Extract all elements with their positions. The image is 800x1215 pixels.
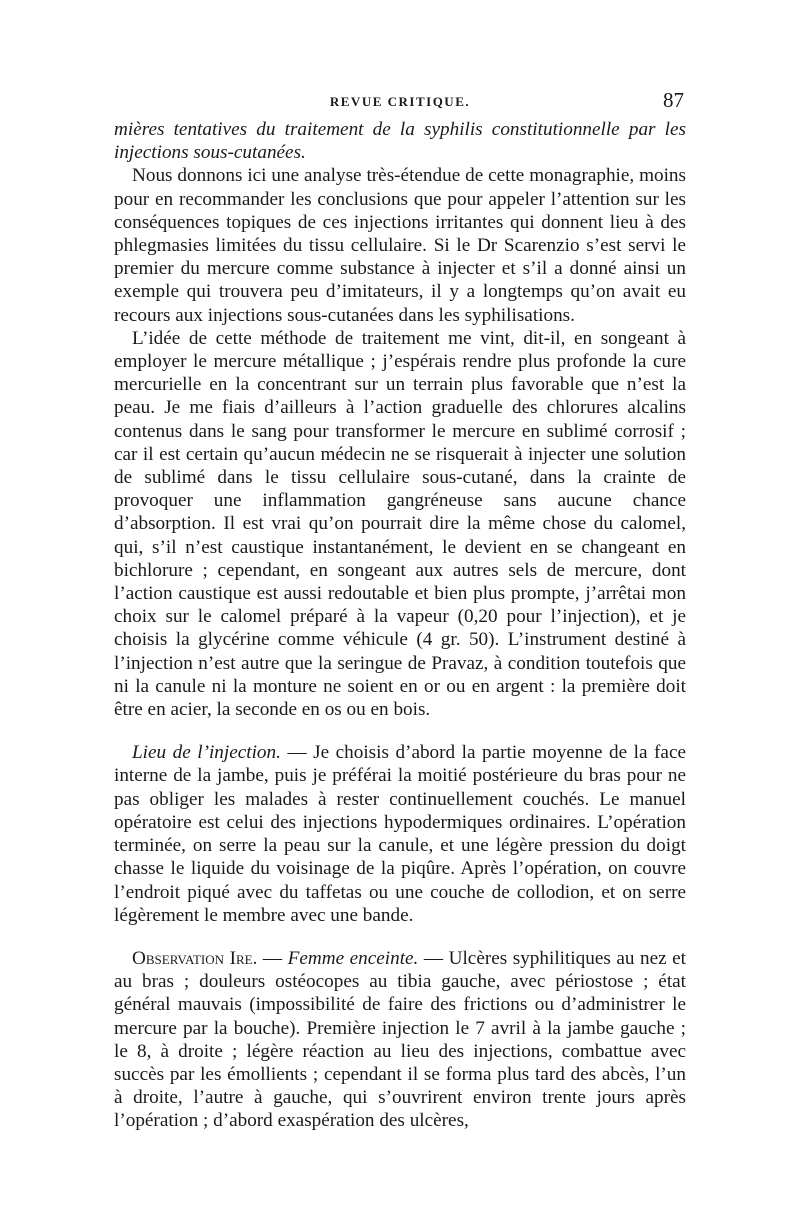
body-text bbox=[114, 118, 686, 1133]
page bbox=[114, 88, 686, 1133]
running-title: REVUE CRITIQUE. bbox=[329, 94, 471, 109]
section-heading-injection-site: Lieu de l’injection. bbox=[132, 742, 281, 764]
paragraph-observation: Observation Ire. — Femme enceinte. — Ulcères syphilitiques au nez et au bras ; douleurs ostéocopes au tibia gauche, avec périostose ; état général mauvais (impossibilité de faire des frictions ou d’administrer le mercure par la bouche). Première injection le 7 avril à la jambe gauche ; le 8, à droite ; légère réaction au lieu des injections, combattue avec succès par les émollients ; cependant il se forma plus tard des abcès, l’un à droite, l’autre à gauche, qui s’ouvrirent environ trente jours après l’opération ; d’abord exaspération des ulcères, bbox=[114, 947, 686, 1132]
paragraph-analysis: Nous donnons ici une analyse très-étendue de cette monagraphie, moins pour en recommander les conclusions que pour appeler l’attention sur les conséquences topiques de ces injections irritantes qui donnent lieu à des phlegmasies limitées du tissu cellulaire. Si le Dr Scarenzio s’est servi le premier du mercure comme substance à injecter et s’il a donné ainsi un exemple qui trouvera peu d’imitateurs, il y a longtemps qu’on avait eu recours aux injections sous-cutanées dans les syphilisations. bbox=[114, 165, 686, 326]
observation-label: Observation Ire. bbox=[132, 947, 258, 969]
paragraph-method: L’idée de cette méthode de traitement me vint, dit-il, en songeant à employer le mercure métallique ; j’espérais rendre plus profonde la cure mercurielle en la concentrant sur un terrain plus favorable que n’est la peau. Je me fiais d’ailleurs à l’action graduelle des chlorures alcalins contenus dans le sang pour transformer le mercure en sublimé corrosif ; car il est certain qu’aucun médecin ne se risquerait à injecter une solution de sublimé dans le tissu cellulaire sous-cutané, dans la crainte de provoquer une inflammation gangréneuse sans aucune chance d’absorption. Il est vrai qu’on pourrait dire la même chose du calomel, qui, s’il n’est caustique instantanément, le devient en se changeant en bichlorure ; cependant, en songeant aux autres sels de mercure, dont l’action caustique est aussi redoutable et bien plus prompte, j’arrêtai mon choix sur le calomel préparé à la vapeur (0,20 pour l’injection), et je choisis la glycérine comme véhicule (4 gr. 50). L’instrument destiné à l’injection n’est autre que la seringue de Pravaz, à condition toutefois que ni la canule ni la monture ne soient en or ou en argent : la première doit être en acier, la seconde en os ou en bois. bbox=[114, 327, 686, 721]
page-number: 87 bbox=[663, 88, 684, 112]
paragraph-injection-site-text: — Je choisis d’abord la partie moyenne de la face interne de la jambe, puis je préférai la moitié postérieure du bras pour ne pas obliger les malades à rester continuellement couchés. Le manuel opératoire est celui des injections hypodermiques ordinaires. L’opération terminée, on serre la peau sur la canule, et une légère pression du doigt chasse le liquide du voisinage de la piqûre. Après l’opération, on couvre l’endroit piqué avec du taffetas ou une couche de collodion, et on serre légèrement le membre avec une bande. bbox=[114, 742, 686, 926]
running-head bbox=[114, 88, 686, 118]
paragraph-observation-text: — Ulcères syphilitiques au nez et au bras ; douleurs ostéocopes au tibia gauche, avec périostose ; état général mauvais (impossibilité de faire des frictions ou d’administrer le mercure par la bouche). Première injection le 7 avril à la jambe gauche ; le 8, à droite ; légère réaction au lieu des injections, combattue avec succès par les émollients ; cependant il se forma plus tard des abcès, l’un à droite, l’autre à gauche, qui s’ouvrirent environ trente jours après l’opération ; d’abord exaspération des ulcères, bbox=[114, 947, 686, 1132]
paragraph-injection-site bbox=[114, 741, 686, 927]
paragraph-continuation: mières tentatives du traitement de la syphilis constitutionnelle par les injections sous-cutanées. bbox=[114, 119, 686, 164]
observation-title: Femme enceinte. bbox=[287, 947, 419, 969]
